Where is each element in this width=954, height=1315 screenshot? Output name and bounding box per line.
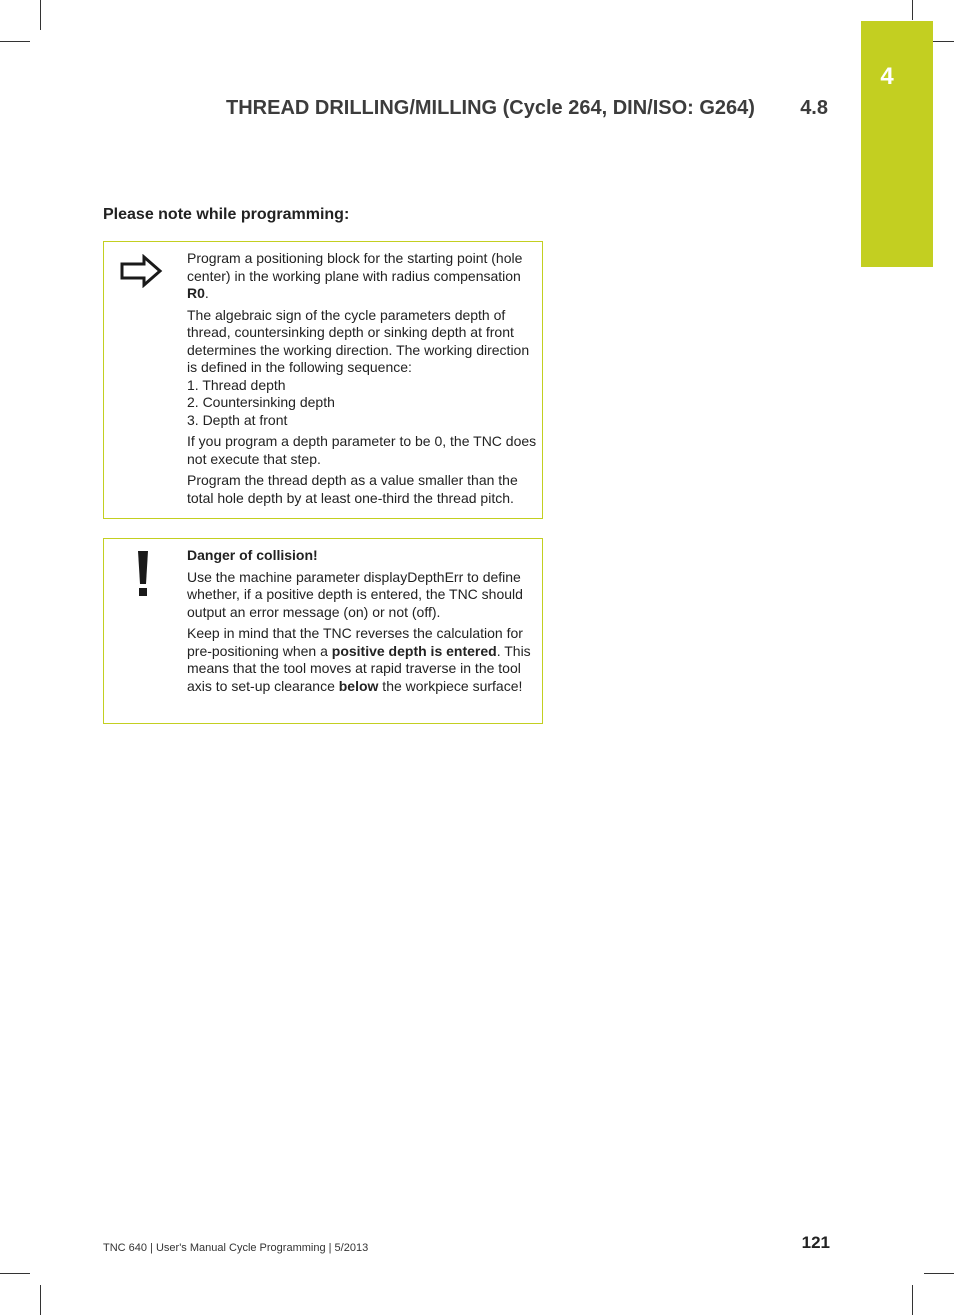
crop-mark [0,1273,30,1274]
crop-mark [924,1273,954,1274]
page-number: 121 [801,1233,830,1252]
page-heading: Please note while programming: [103,206,350,223]
footer-text: TNC 640 | User's Manual Cycle Programming | 5/2013 [103,1242,369,1254]
crop-mark [40,0,41,30]
note-paragraph: Program a positioning block for the starting point (hole center) in the working plane with radius compensation R0. [187,250,523,301]
chapter-number: 4 [880,63,894,90]
warning-content [187,547,537,699]
note-paragraph: Program the thread depth as a value smaller than the total hole depth by at least one-third the thread pitch. [187,472,518,506]
note-paragraph: The algebraic sign of the cycle parameters depth of thread, countersinking depth or sinking depth at front determines the working direction. The working direction is defined in the following sequence: 1. Thread depth 2. Countersinking depth 3. Depth at front [187,306,530,428]
note-box [103,241,543,519]
note-content [187,250,537,511]
running-header [226,97,828,125]
section-number: 4.8 [800,97,828,119]
warning-box [103,538,543,724]
warning-title: Danger of collision! [187,547,318,563]
crop-mark [912,0,913,20]
arrow-right-icon [118,254,164,293]
chapter-tab [861,21,933,267]
crop-mark [0,41,30,42]
warning-paragraph: Use the machine parameter displayDepthErr to define whether, if a positive depth is entered, the TNC should output an error message (on) or not (off). [187,568,523,620]
crop-mark [40,1285,41,1315]
crop-mark [912,1285,913,1315]
warning-paragraph: Keep in mind that the TNC reverses the calculation for pre-positioning when a positive depth is entered. This means that the tool moves at rapid traverse in the tool axis to set-up clearance below the workpiece surface! [187,625,531,694]
exclamation-icon [136,551,150,602]
section-title: THREAD DRILLING/MILLING (Cycle 264, DIN/ISO: G264) [226,97,755,119]
note-paragraph: If you program a depth parameter to be 0, the TNC does not execute that step. [187,433,537,467]
